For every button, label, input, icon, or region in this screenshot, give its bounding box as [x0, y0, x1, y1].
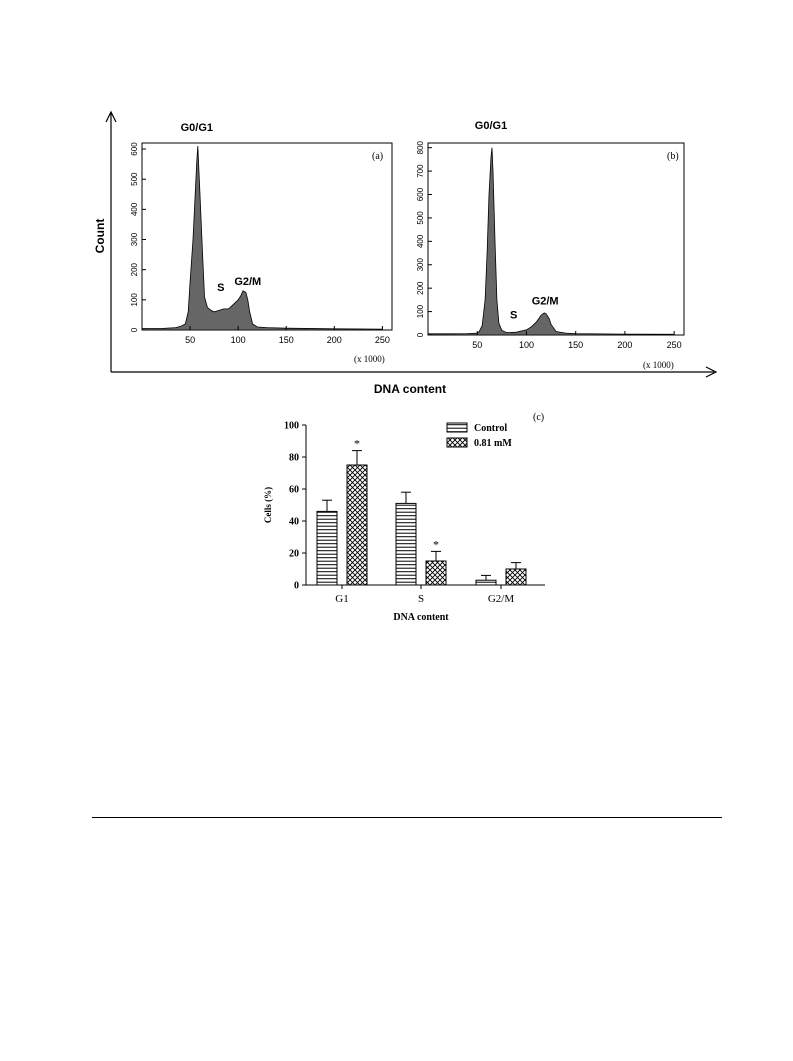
y-tick-label: 800: [416, 141, 425, 155]
x-tick-label: G2/M: [487, 593, 515, 605]
y-tick-label: 200: [130, 262, 139, 277]
y-tick-label: 600: [130, 142, 139, 156]
histogram-area: [142, 146, 382, 330]
y-tick-label: 300: [416, 258, 425, 272]
significance-marker: *: [433, 537, 439, 552]
legend-swatch: [447, 438, 467, 447]
x-tick-label: 200: [617, 340, 633, 350]
x-tick-label: 50: [185, 335, 196, 345]
y-tick-label: 20: [289, 548, 299, 560]
y-tick-label: 0: [416, 332, 425, 338]
phase-annotation: S: [509, 309, 518, 322]
x-tick-label: 200: [326, 335, 342, 345]
x-tick-label: G1: [335, 593, 349, 605]
phase-annotation: G2/M: [531, 295, 559, 308]
phase-annotation: G0/G1: [180, 121, 214, 134]
y-tick-label: 400: [130, 202, 139, 217]
x-tick-label: 150: [568, 340, 584, 350]
y-tick-label: 400: [416, 234, 425, 249]
y-tick-label: 40: [289, 516, 299, 528]
histogram-panel-b: [416, 120, 684, 370]
x-scale-label: (x 1000): [643, 360, 674, 370]
y-tick-label: 60: [289, 484, 299, 496]
shared-y-axis-label: Count: [93, 218, 107, 254]
x-tick-label: 50: [472, 340, 483, 350]
shared-x-axis-label: DNA content: [373, 382, 447, 396]
x-tick-label: S: [417, 593, 425, 605]
phase-annotation: G2/M: [234, 275, 262, 288]
significance-marker: *: [354, 436, 360, 451]
panel-label: (b): [667, 151, 679, 162]
x-axis-label: DNA content: [393, 612, 449, 623]
y-tick-label: 500: [416, 211, 425, 225]
legend-label: Control: [474, 423, 508, 434]
y-tick-label: 0: [130, 327, 139, 333]
panel-label: (c): [533, 412, 545, 423]
legend-swatch: [447, 423, 467, 432]
y-tick-label: 200: [416, 281, 425, 295]
phase-annotation: S: [217, 281, 225, 294]
y-tick-label: 80: [289, 452, 299, 464]
y-tick-label: 100: [284, 420, 299, 432]
y-tick-label: 500: [130, 172, 139, 186]
bar: [476, 580, 496, 585]
y-tick-label: 300: [130, 232, 139, 247]
phase-annotation: G0/G1: [474, 119, 508, 132]
y-tick-label: 100: [130, 293, 139, 307]
x-scale-label: (x 1000): [354, 354, 385, 364]
x-tick-label: 100: [230, 335, 246, 345]
bar-chart-panel-c: [263, 412, 545, 623]
plot-frame: [142, 143, 392, 330]
bar: [317, 511, 337, 585]
y-axis-label: Cells (%): [263, 486, 273, 524]
y-tick-label: 0: [294, 580, 299, 592]
bar: [347, 465, 367, 585]
x-tick-label: 100: [518, 340, 534, 350]
histogram-panel-a: [130, 122, 392, 364]
bar: [506, 569, 526, 585]
y-tick-label: 600: [416, 187, 425, 202]
y-tick-label: 700: [416, 164, 425, 178]
legend: [447, 423, 512, 449]
page-divider: [92, 817, 722, 818]
x-tick-label: 250: [666, 340, 682, 350]
y-tick-label: 100: [416, 304, 425, 319]
panel-label: (a): [372, 151, 384, 162]
legend-label: 0.81 mM: [474, 438, 512, 449]
bar: [426, 561, 446, 585]
x-tick-label: 150: [278, 335, 294, 345]
x-tick-label: 250: [374, 335, 390, 345]
bar: [396, 503, 416, 585]
